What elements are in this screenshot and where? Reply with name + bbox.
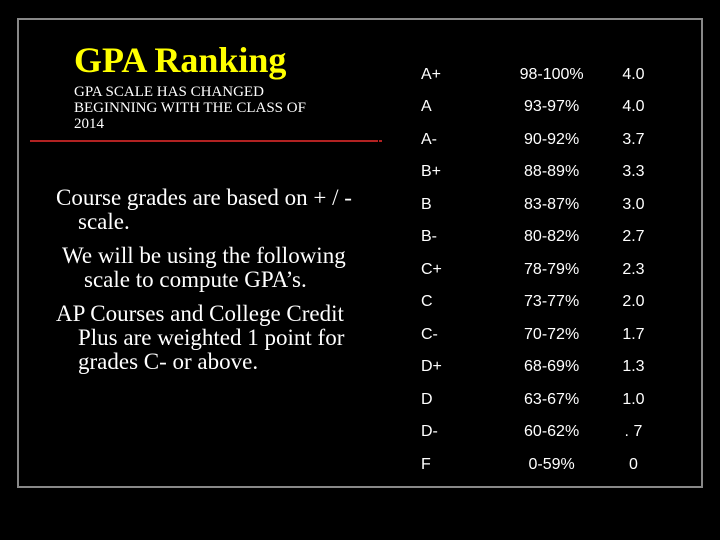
- grade-letter: B: [379, 189, 504, 222]
- table-row: [379, 286, 668, 319]
- grade-letter: C-: [379, 319, 504, 352]
- body-paragraph-compute: We will be using the following scale to compute GPA’s.: [62, 243, 346, 292]
- grade-gpa: 1.0: [599, 384, 667, 417]
- grade-range: 83-87%: [504, 189, 600, 222]
- body-paragraph-weighting: AP Courses and College Credit Plus are weighted 1 point for grades C- or above.: [56, 301, 345, 374]
- grade-range: 93-97%: [504, 91, 600, 124]
- grade-letter: A+: [379, 59, 504, 92]
- grade-range: 70-72%: [504, 319, 600, 352]
- table-row: [379, 124, 668, 157]
- table-row: [379, 189, 668, 222]
- grade-letter: B-: [379, 221, 504, 254]
- grade-gpa: 3.3: [599, 156, 667, 189]
- grade-range: 98-100%: [504, 59, 600, 92]
- grade-gpa: 1.7: [599, 319, 667, 352]
- table-row: [379, 416, 668, 449]
- table-row: [379, 221, 668, 254]
- grade-letter: D-: [379, 416, 504, 449]
- body-text: [56, 186, 356, 384]
- grade-gpa: 2.3: [599, 254, 667, 287]
- grade-letter: F: [379, 449, 504, 482]
- grade-gpa: 0: [599, 449, 667, 482]
- grade-range: 0-59%: [504, 449, 600, 482]
- slide-subtitle: GPA SCALE HAS CHANGED BEGINNING WITH THE CLASS OF 2014: [74, 84, 306, 132]
- grade-gpa: 2.7: [599, 221, 667, 254]
- grade-gpa: 2.0: [599, 286, 667, 319]
- grade-gpa: 1.3: [599, 351, 667, 384]
- grade-range: 78-79%: [504, 254, 600, 287]
- grade-letter: A-: [379, 124, 504, 157]
- slide-title: GPA Ranking: [74, 40, 287, 80]
- table-row: [379, 254, 668, 287]
- grade-range: 73-77%: [504, 286, 600, 319]
- body-paragraph-scale: Course grades are based on + / - scale.: [56, 185, 352, 234]
- table-row: [379, 156, 668, 189]
- grade-gpa: 3.0: [599, 189, 667, 222]
- table-row: [379, 59, 668, 92]
- grade-letter: D+: [379, 351, 504, 384]
- grade-gpa: 3.7: [599, 124, 667, 157]
- grade-gpa: 4.0: [599, 59, 667, 92]
- grade-gpa: . 7: [599, 416, 667, 449]
- table-row: [379, 449, 668, 482]
- grade-range: 80-82%: [504, 221, 600, 254]
- grade-letter: C: [379, 286, 504, 319]
- grade-range: 88-89%: [504, 156, 600, 189]
- grade-gpa: 4.0: [599, 91, 667, 124]
- grade-range: 90-92%: [504, 124, 600, 157]
- grade-range: 68-69%: [504, 351, 600, 384]
- grade-letter: A: [379, 91, 504, 124]
- grade-letter: B+: [379, 156, 504, 189]
- grade-range: 60-62%: [504, 416, 600, 449]
- table-row: [379, 319, 668, 352]
- grade-letter: C+: [379, 254, 504, 287]
- grade-range: 63-67%: [504, 384, 600, 417]
- grade-scale-table: [378, 58, 668, 482]
- grade-letter: D: [379, 384, 504, 417]
- table-row: [379, 384, 668, 417]
- table-row: [379, 91, 668, 124]
- title-divider: [30, 140, 382, 142]
- table-row: [379, 351, 668, 384]
